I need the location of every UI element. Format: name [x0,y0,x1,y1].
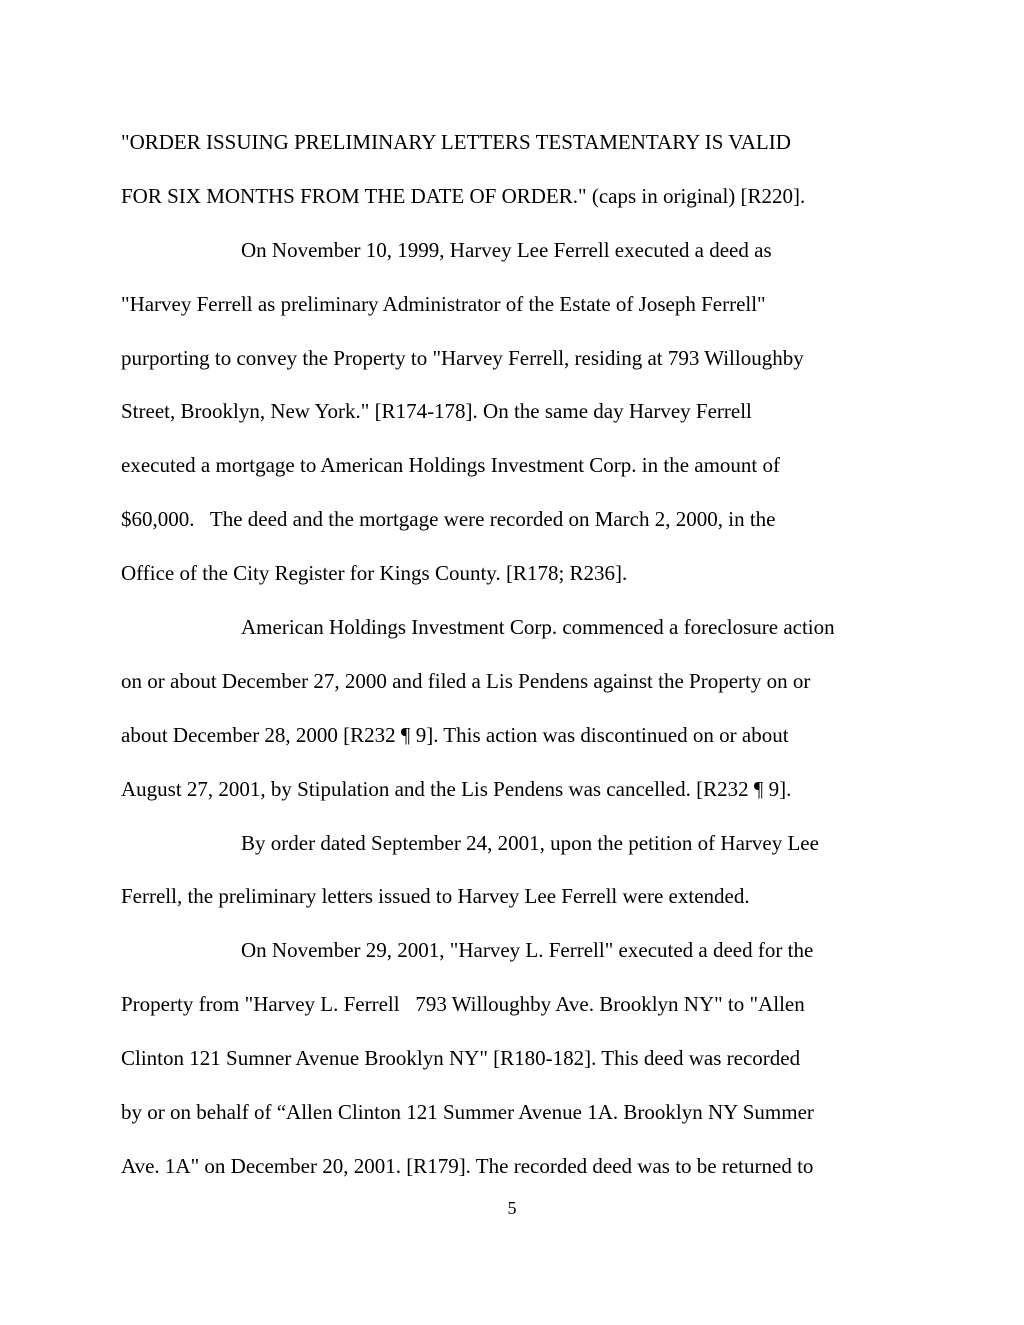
text-line: executed a mortgage to American Holdings Investment Corp. in the amount of [121,453,780,478]
text-line: FOR SIX MONTHS FROM THE DATE OF ORDER." (caps in original) [R220]. [121,183,806,208]
text-line: $60,000. The deed and the mortgage were recorded on March 2, 2000, in the [121,507,776,532]
text-line: Street, Brooklyn, New York." [R174-178]. On the same day Harvey Ferrell [121,399,752,424]
text-line: by or on behalf of “Allen Clinton 121 Summer Avenue 1A. Brooklyn NY Summer [121,1100,814,1125]
text-line: Ferrell, the preliminary letters issued to Harvey Lee Ferrell were extended. [121,884,750,909]
text-line: August 27, 2001, by Stipulation and the Lis Pendens was cancelled. [R232 ¶ 9]. [121,776,792,801]
text-line: Ave. 1A" on December 20, 2001. [R179]. The recorded deed was to be returned to [121,1153,814,1178]
text-line: Property from "Harvey L. Ferrell 793 Willoughby Ave. Brooklyn NY" to "Allen [121,992,805,1017]
paragraph-start-line: On November 10, 1999, Harvey Lee Ferrell executed a deed as [241,237,772,262]
paragraph-start-line: On November 29, 2001, "Harvey L. Ferrell" executed a deed for the [241,938,814,963]
text-line: about December 28, 2000 [R232 ¶ 9]. This action was discontinued on or about [121,722,789,747]
text-line: "Harvey Ferrell as preliminary Administrator of the Estate of Joseph Ferrell" [121,291,766,316]
text-line: "ORDER ISSUING PRELIMINARY LETTERS TESTAMENTARY IS VALID [121,130,791,154]
paragraph-start-line: American Holdings Investment Corp. commenced a foreclosure action [241,615,835,640]
text-line: Office of the City Register for Kings County. [R178; R236]. [121,561,628,586]
text-line: on or about December 27, 2000 and filed a Lis Pendens against the Property on or [121,668,811,693]
paragraph-start-line: By order dated September 24, 2001, upon the petition of Harvey Lee [241,830,819,855]
body-text [121,116,921,1194]
page-number: 5 [507,1198,517,1218]
text-line: Clinton 121 Sumner Avenue Brooklyn NY" [R180-182]. This deed was recorded [121,1046,801,1071]
text-line: purporting to convey the Property to "Harvey Ferrell, residing at 793 Willoughby [121,345,804,370]
